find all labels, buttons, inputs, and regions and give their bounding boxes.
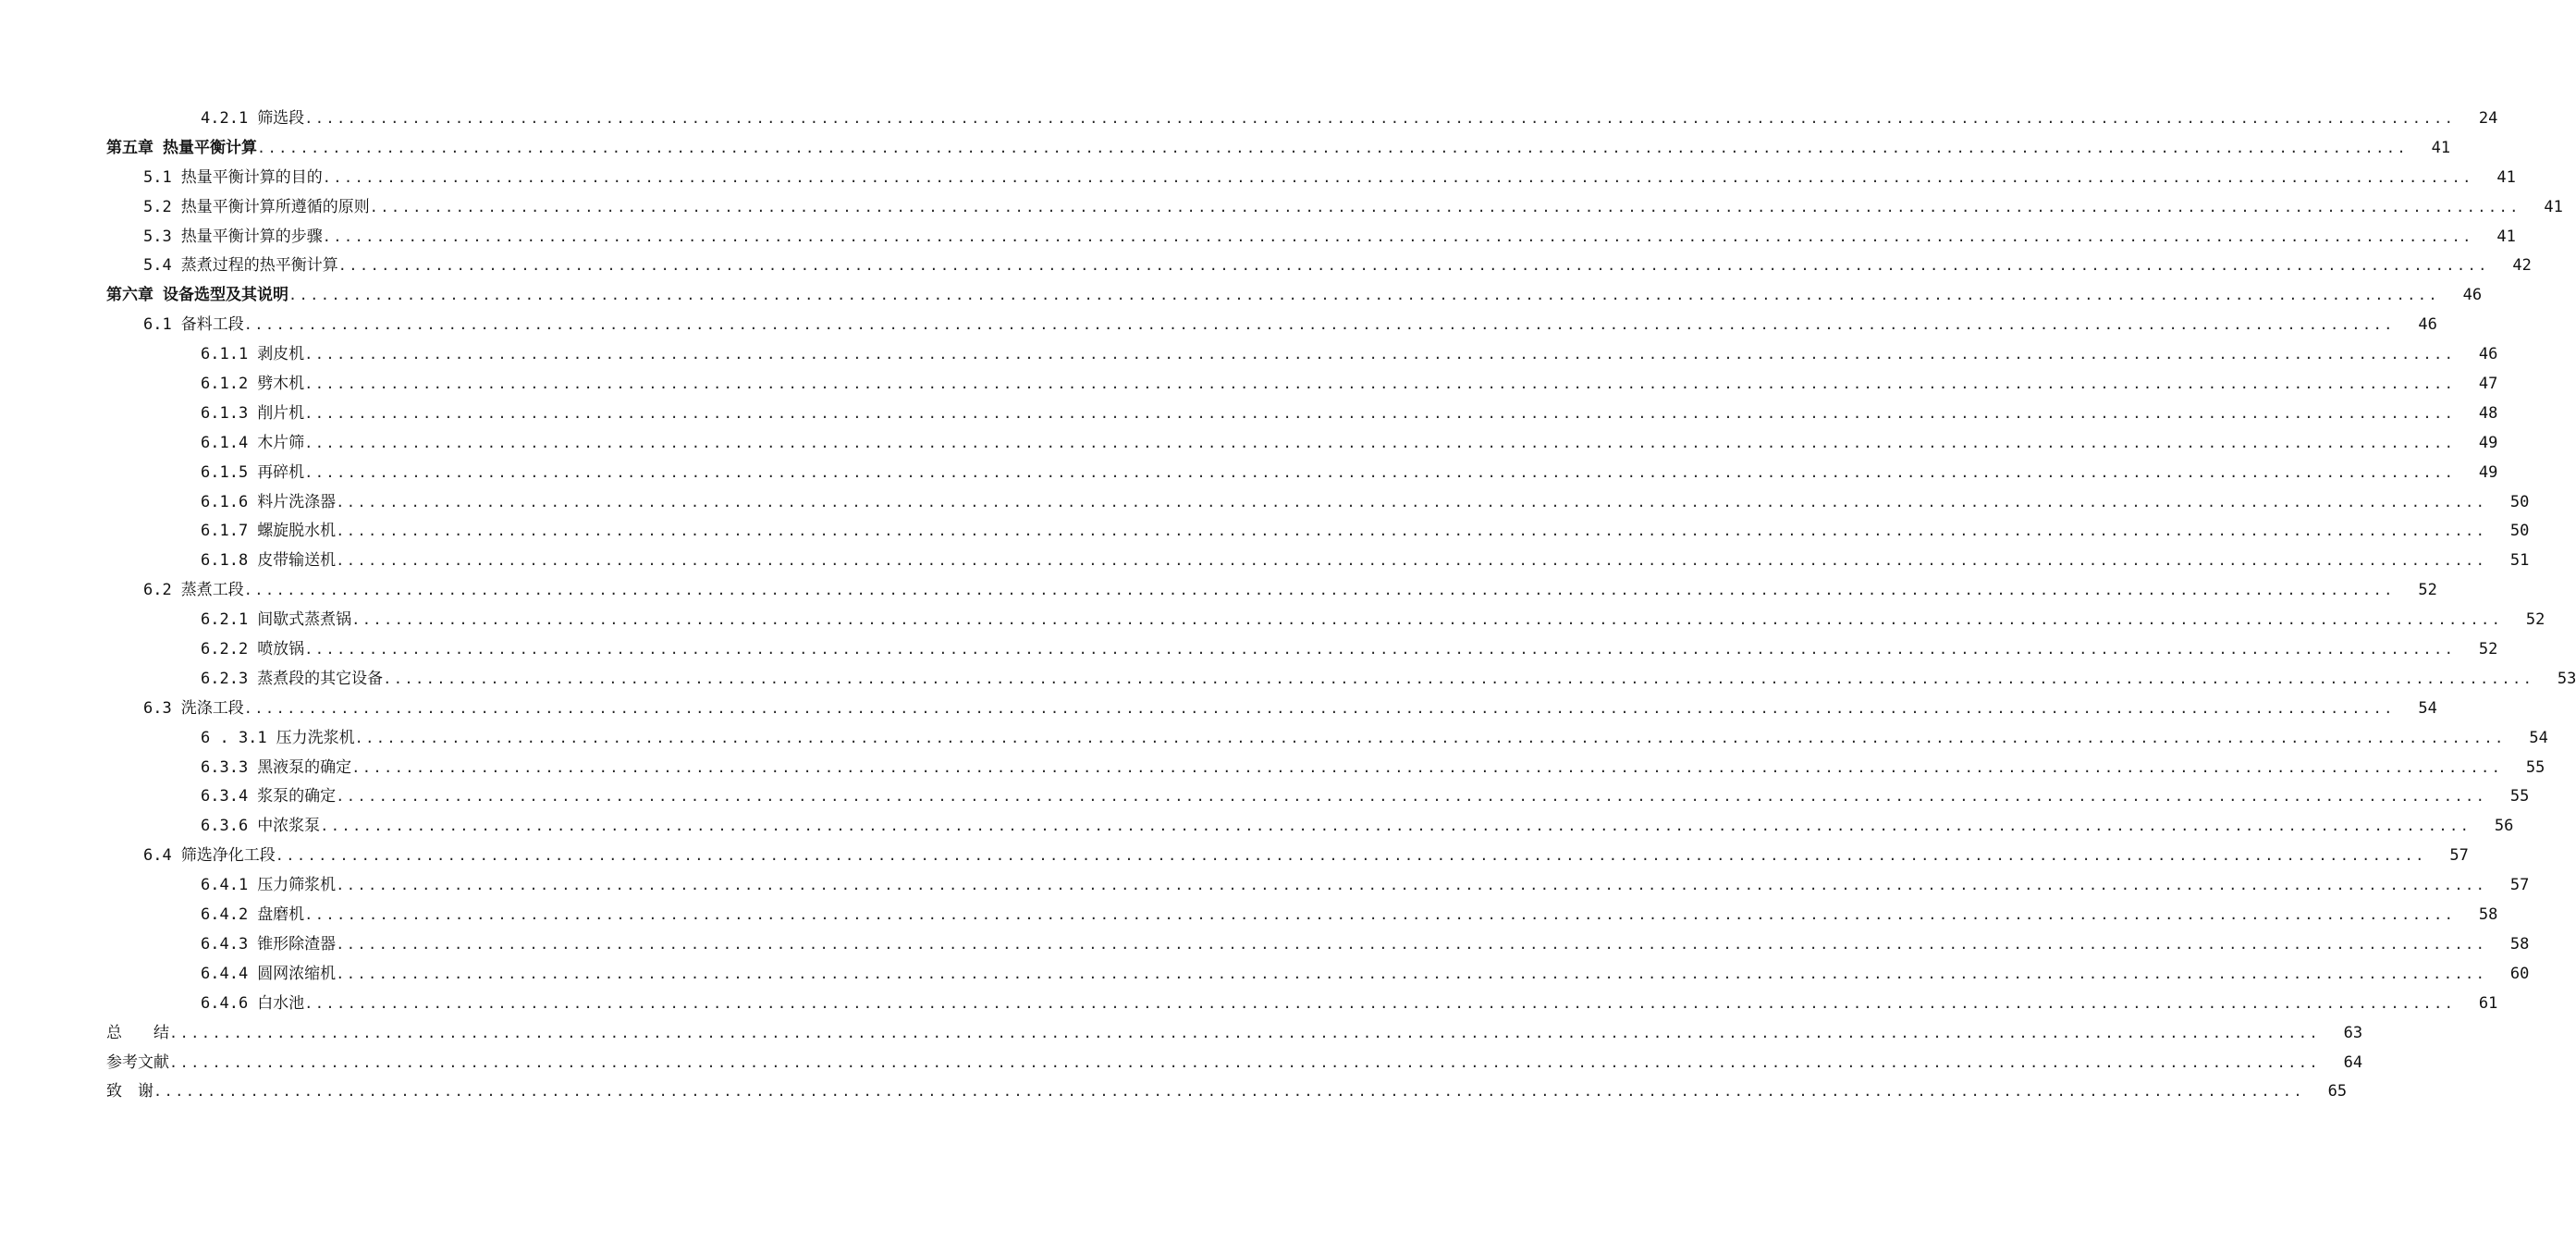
toc-entry-number: 6.1.6: [201, 492, 249, 511]
toc-entry-title: 间歇式蒸煮锅: [257, 610, 352, 630]
toc-entry[interactable]: [106, 400, 2498, 429]
toc-entry-title: 热量平衡计算所遵循的原则: [180, 197, 370, 216]
toc-entry-number: 5.2: [143, 197, 172, 216]
dot-leader: ........................................................................................................................................................................................................: [304, 906, 2456, 924]
toc-entry[interactable]: [106, 695, 2437, 724]
dot-leader: ........................................................................................................................................................................................................: [336, 935, 2487, 953]
dot-leader: ........................................................................................................................................................................................................: [304, 404, 2456, 422]
toc-entry-title: 盘磨机: [257, 905, 305, 925]
toc-page-number: 46: [2418, 315, 2437, 335]
toc-entry-label: [143, 695, 244, 724]
dot-leader: ........................................................................................................................................................................................................: [337, 257, 2489, 275]
toc-page-number: 50: [2509, 522, 2530, 541]
toc-page-number: 50: [2509, 492, 2530, 511]
toc-entry-number: 6.4.4: [201, 964, 249, 983]
dot-leader: ........................................................................................................................................................................................................: [304, 994, 2456, 1012]
toc-entry-label: [143, 842, 276, 871]
toc-entry[interactable]: [106, 459, 2498, 488]
dot-leader: ........................................................................................................................................................................................................: [304, 110, 2456, 127]
toc-entry-label: [201, 488, 336, 518]
toc-entry-label: [201, 340, 304, 370]
toc-page-number: 65: [2327, 1082, 2348, 1101]
toc-entry[interactable]: [106, 1049, 2363, 1078]
dot-leader: ........................................................................................................................................................................................................: [304, 434, 2456, 451]
toc-entry[interactable]: [106, 193, 2563, 223]
dot-leader: ........................................................................................................................................................................................................: [243, 699, 2395, 717]
toc-entry-title: 设备选型及其说明: [163, 286, 288, 305]
toc-entry-number: 第五章: [106, 138, 153, 157]
toc-entry-title: 剥皮机: [257, 345, 305, 364]
toc-entry-label: [143, 223, 323, 252]
toc-entry-title: 蒸煮过程的热平衡计算: [180, 256, 338, 276]
toc-entry-title: 白水池: [257, 993, 305, 1013]
toc-entry-title: 蒸煮工段: [180, 581, 244, 600]
toc-entry-label: [201, 812, 320, 842]
toc-page-number: 60: [2509, 964, 2530, 983]
toc-page-number: 41: [2496, 167, 2516, 187]
toc-entry[interactable]: [106, 990, 2498, 1019]
toc-entry-title: 蒸煮段的其它设备: [257, 669, 384, 688]
toc-page-number: 51: [2509, 551, 2530, 571]
toc-entry-title: 总 结: [106, 1023, 169, 1042]
toc-page-number: 64: [2343, 1052, 2363, 1072]
toc-entry-number: 第六章: [106, 286, 153, 305]
toc-entry-number: 5.4: [143, 256, 172, 276]
toc-page-number: 58: [2509, 934, 2530, 954]
toc-entry[interactable]: [106, 901, 2498, 930]
toc-entry-label: [201, 782, 336, 812]
toc-entry-title: 木片筛: [257, 433, 305, 452]
toc-entry-title: 致 谢: [106, 1082, 153, 1101]
toc-entry-number: 6.4.2: [201, 905, 249, 925]
toc-entry-label: [143, 576, 244, 606]
toc-entry-number: 6.1.8: [201, 551, 249, 571]
toc-entry[interactable]: [106, 812, 2514, 842]
toc-entry[interactable]: [106, 1077, 2348, 1107]
toc-page-number: 52: [2418, 581, 2437, 600]
toc-page-number: 49: [2478, 433, 2498, 452]
toc-entry[interactable]: [106, 576, 2437, 606]
toc-page-number: 61: [2478, 993, 2498, 1013]
toc-entry[interactable]: [106, 606, 2545, 635]
toc-page-number: 57: [2449, 846, 2469, 866]
toc-entry-number: 6.1.4: [201, 433, 249, 452]
toc-entry-label: [201, 606, 351, 635]
toc-entry-label: [106, 1019, 169, 1049]
dot-leader: ........................................................................................................................................................................................................: [336, 523, 2487, 540]
toc-entry-number: 6.1.1: [201, 345, 249, 364]
toc-page-number: 47: [2478, 375, 2498, 394]
toc-entry-title: 热量平衡计算的步骤: [180, 227, 323, 246]
dot-leader: ........................................................................................................................................................................................................: [169, 1053, 2321, 1071]
toc-page-number: 63: [2343, 1023, 2363, 1042]
toc-entry-number: 6.1.2: [201, 375, 249, 394]
dot-leader: ........................................................................................................................................................................................................: [336, 552, 2487, 570]
toc-entry[interactable]: [106, 340, 2498, 370]
dot-leader: ........................................................................................................................................................................................................: [354, 729, 2506, 746]
toc-entry-title: 锥形除渣器: [257, 934, 337, 954]
toc-page-number: 48: [2478, 403, 2498, 423]
toc-entry-number: 6.4.3: [201, 934, 249, 954]
toc-entry-number: 5.1: [143, 167, 172, 187]
dot-leader: ........................................................................................................................................................................................................: [275, 847, 2426, 865]
dot-leader: ........................................................................................................................................................................................................: [336, 493, 2487, 511]
toc-entry[interactable]: [106, 517, 2530, 547]
toc-entry-label: [201, 547, 336, 576]
toc-entry-number: 6.2.3: [201, 669, 249, 688]
toc-entry-label: [201, 960, 336, 990]
toc-entry[interactable]: [106, 311, 2437, 340]
toc-entry[interactable]: [106, 488, 2530, 518]
toc-entry-number: 6.1.3: [201, 403, 249, 423]
dot-leader: ........................................................................................................................................................................................................: [351, 611, 2503, 629]
toc-entry-title: 热量平衡计算: [163, 138, 257, 157]
toc-entry-number: 6.1: [143, 315, 172, 335]
toc-entry[interactable]: [106, 871, 2530, 901]
toc-entry-title: 浆泵的确定: [257, 787, 337, 806]
toc-entry-number: 5.3: [143, 227, 172, 246]
toc-entry-number: 6.3.6: [201, 817, 249, 836]
dot-leader: ........................................................................................................................................................................................................: [304, 641, 2456, 658]
toc-entry[interactable]: [106, 930, 2530, 960]
toc-page-number: 24: [2478, 109, 2498, 128]
dot-leader: ........................................................................................................................................................................................................: [336, 965, 2487, 982]
toc-entry-number: 6.2.1: [201, 610, 249, 630]
dot-leader: ........................................................................................................................................................................................................: [304, 375, 2456, 393]
toc-page-number: 41: [2544, 197, 2563, 216]
toc-entry[interactable]: [106, 724, 2548, 754]
dot-leader: ........................................................................................................................................................................................................: [243, 316, 2395, 334]
toc-entry-title: 削片机: [257, 403, 305, 423]
toc-entry-number: 6.1.7: [201, 522, 249, 541]
dot-leader: ........................................................................................................................................................................................................: [336, 788, 2487, 806]
toc-entry-label: [106, 281, 288, 311]
toc-page-number: 42: [2512, 256, 2532, 276]
toc-entry-title: 压力洗浆机: [276, 728, 355, 747]
toc-entry[interactable]: [106, 665, 2576, 695]
toc-entry-label: [201, 459, 304, 488]
toc-entry-number: 6.2: [143, 581, 172, 600]
toc-entry-label: [201, 990, 304, 1019]
toc-page-number: 54: [2418, 698, 2437, 718]
toc-entry[interactable]: [106, 164, 2516, 193]
toc-entry-label: [201, 105, 304, 134]
toc-entry-title: 再碎机: [257, 462, 305, 482]
toc-entry-label: [143, 193, 370, 223]
table-of-contents: [106, 105, 2576, 1107]
dot-leader: ........................................................................................................................................................................................................: [351, 758, 2503, 776]
toc-page-number: 46: [2478, 345, 2498, 364]
toc-entry-label: [143, 252, 338, 281]
toc-entry[interactable]: [106, 252, 2532, 281]
toc-entry[interactable]: [106, 960, 2530, 990]
toc-entry[interactable]: [106, 547, 2530, 576]
dot-leader: ........................................................................................................................................................................................................: [320, 818, 2472, 835]
dot-leader: ........................................................................................................................................................................................................: [336, 877, 2487, 894]
toc-entry-label: [201, 871, 336, 901]
toc-page-number: 56: [2494, 817, 2514, 836]
toc-page-number: 54: [2529, 728, 2548, 747]
toc-entry[interactable]: [106, 105, 2498, 134]
toc-entry-label: [201, 400, 304, 429]
toc-entry-number: 6.3: [143, 698, 172, 718]
toc-entry-title: 参考文献: [106, 1052, 169, 1072]
dot-leader: ........................................................................................................................................................................................................: [383, 670, 2534, 687]
toc-entry-label: [143, 311, 244, 340]
dot-leader: ........................................................................................................................................................................................................: [169, 1024, 2321, 1041]
toc-entry[interactable]: [106, 370, 2498, 400]
toc-entry-title: 喷放锅: [257, 640, 305, 659]
toc-entry-title: 料片洗涤器: [257, 492, 337, 511]
toc-entry-label: [201, 901, 304, 930]
toc-page-number: 53: [2557, 669, 2576, 688]
toc-entry-title: 螺旋脱水机: [257, 522, 337, 541]
toc-entry-label: [201, 635, 304, 665]
toc-entry-label: [201, 370, 304, 400]
dot-leader: ........................................................................................................................................................................................................: [369, 198, 2521, 215]
toc-entry-label: [201, 724, 355, 754]
toc-entry-title: 中浓浆泵: [257, 817, 321, 836]
toc-entry[interactable]: [106, 635, 2498, 665]
toc-entry[interactable]: [106, 754, 2545, 783]
toc-entry-number: 6.4: [143, 846, 172, 866]
toc-entry-label: [106, 1077, 153, 1107]
toc-page-number: 41: [2431, 138, 2451, 157]
toc-entry-number: 6.3.4: [201, 787, 249, 806]
toc-entry-number: 6.1.5: [201, 462, 249, 482]
toc-entry-number: 6.4.1: [201, 876, 249, 895]
toc-entry-title: 热量平衡计算的目的: [180, 167, 323, 187]
toc-page-number: 55: [2525, 757, 2545, 777]
toc-entry[interactable]: [106, 842, 2469, 871]
dot-leader: ........................................................................................................................................................................................................: [288, 287, 2440, 304]
toc-entry-number: 4.2.1: [201, 109, 249, 128]
toc-chapter-entry[interactable]: [106, 134, 2451, 164]
toc-entry-number: 6.3.3: [201, 757, 249, 777]
toc-page-number: 52: [2525, 610, 2545, 630]
toc-entry-number: 6.2.2: [201, 640, 249, 659]
dot-leader: ........................................................................................................................................................................................................: [153, 1083, 2305, 1101]
toc-entry-label: [201, 429, 304, 459]
toc-entry-label: [201, 517, 336, 547]
toc-entry-label: [201, 930, 336, 960]
toc-entry-title: 洗涤工段: [180, 698, 244, 718]
toc-entry-title: 黑液泵的确定: [257, 757, 352, 777]
toc-page-number: 58: [2478, 905, 2498, 925]
toc-entry[interactable]: [106, 429, 2498, 459]
toc-entry-label: [201, 754, 351, 783]
dot-leader: ........................................................................................................................................................................................................: [322, 168, 2473, 186]
toc-page-number: 57: [2509, 876, 2530, 895]
toc-entry[interactable]: [106, 1019, 2363, 1049]
dot-leader: ........................................................................................................................................................................................................: [257, 139, 2409, 156]
toc-entry-title: 劈木机: [257, 375, 305, 394]
toc-entry-title: 圆网浓缩机: [257, 964, 337, 983]
toc-entry[interactable]: [106, 782, 2530, 812]
toc-page-number: 46: [2462, 286, 2483, 305]
toc-entry-label: [106, 1049, 169, 1078]
toc-chapter-entry[interactable]: [106, 281, 2483, 311]
toc-entry-title: 筛选段: [257, 109, 305, 128]
toc-page-number: 55: [2509, 787, 2530, 806]
toc-entry-title: 备料工段: [180, 315, 244, 335]
toc-entry-number: 6.4.6: [201, 993, 249, 1013]
toc-entry-title: 筛选净化工段: [180, 846, 276, 866]
dot-leader: ........................................................................................................................................................................................................: [243, 582, 2395, 599]
toc-entry-label: [106, 134, 257, 164]
dot-leader: ........................................................................................................................................................................................................: [322, 228, 2473, 245]
toc-entry-title: 皮带输送机: [257, 551, 337, 571]
toc-page-number: 49: [2478, 462, 2498, 482]
toc-entry-label: [201, 665, 383, 695]
toc-entry-title: 压力筛浆机: [257, 876, 337, 895]
dot-leader: ........................................................................................................................................................................................................: [304, 463, 2456, 481]
toc-entry-label: [143, 164, 323, 193]
dot-leader: ........................................................................................................................................................................................................: [304, 346, 2456, 363]
toc-page-number: 41: [2496, 227, 2516, 246]
toc-entry-number: 6 . 3.1: [201, 728, 267, 747]
toc-page-number: 52: [2478, 640, 2498, 659]
toc-entry[interactable]: [106, 223, 2516, 252]
